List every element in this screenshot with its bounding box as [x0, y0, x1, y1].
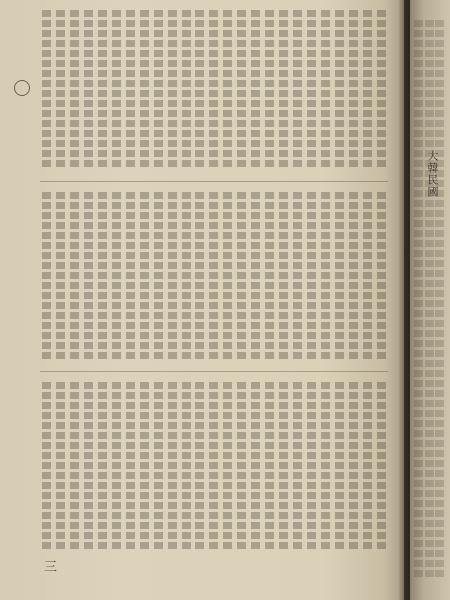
- text-column: [251, 192, 260, 360]
- text-column: [42, 192, 51, 360]
- text-column: [293, 382, 302, 550]
- text-column: [363, 192, 372, 360]
- text-column: [84, 10, 93, 170]
- text-column: [56, 10, 65, 170]
- text-column: [70, 382, 79, 550]
- text-column: [56, 382, 65, 550]
- text-column: [237, 10, 246, 170]
- text-column: [279, 192, 288, 360]
- page-number: 三: [44, 560, 58, 575]
- text-column: [112, 10, 121, 170]
- text-column: [84, 382, 93, 550]
- text-column: [349, 382, 358, 550]
- text-column: [195, 382, 204, 550]
- text-column: [237, 192, 246, 360]
- text-column: [377, 382, 386, 550]
- tier-divider: [40, 371, 388, 372]
- text-column: [126, 10, 135, 170]
- text-column: [307, 10, 316, 170]
- text-column: [42, 10, 51, 170]
- text-column: [265, 192, 274, 360]
- right-page-column: [425, 20, 434, 580]
- text-column: [140, 382, 149, 550]
- book-gutter: [398, 0, 410, 600]
- right-page-column: [435, 20, 444, 580]
- text-column: [335, 192, 344, 360]
- text-column: [126, 382, 135, 550]
- text-column: [335, 382, 344, 550]
- text-column: [195, 10, 204, 170]
- text-body: [40, 10, 388, 550]
- text-column: [279, 10, 288, 170]
- text-column: [335, 10, 344, 170]
- text-column: [307, 192, 316, 360]
- text-column: [112, 382, 121, 550]
- text-tier-middle: [40, 192, 388, 360]
- text-column: [307, 382, 316, 550]
- text-column: [168, 10, 177, 170]
- text-column: [42, 382, 51, 550]
- running-header: 大韓民國: [426, 150, 439, 198]
- right-page-text: [414, 20, 444, 580]
- tier-divider: [40, 181, 388, 182]
- text-column: [140, 10, 149, 170]
- stamp-mark-icon: [14, 80, 30, 96]
- text-column: [293, 192, 302, 360]
- text-column: [98, 10, 107, 170]
- text-column: [237, 382, 246, 550]
- text-column: [293, 10, 302, 170]
- text-column: [98, 192, 107, 360]
- text-column: [265, 10, 274, 170]
- text-column: [251, 382, 260, 550]
- text-column: [377, 10, 386, 170]
- text-column: [195, 192, 204, 360]
- text-column: [321, 382, 330, 550]
- text-column: [349, 192, 358, 360]
- text-column: [56, 192, 65, 360]
- text-column: [182, 10, 191, 170]
- text-column: [377, 192, 386, 360]
- text-column: [182, 192, 191, 360]
- text-column: [98, 382, 107, 550]
- text-tier-top: [40, 10, 388, 170]
- text-column: [349, 10, 358, 170]
- text-column: [209, 10, 218, 170]
- text-column: [251, 10, 260, 170]
- text-tier-bottom: [40, 382, 388, 550]
- text-column: [154, 192, 163, 360]
- text-column: [154, 10, 163, 170]
- right-page-column: [414, 20, 423, 580]
- text-column: [182, 382, 191, 550]
- text-column: [70, 192, 79, 360]
- text-column: [321, 10, 330, 170]
- text-column: [321, 192, 330, 360]
- text-column: [168, 192, 177, 360]
- text-column: [363, 382, 372, 550]
- text-column: [223, 192, 232, 360]
- text-column: [279, 382, 288, 550]
- text-column: [363, 10, 372, 170]
- text-column: [140, 192, 149, 360]
- text-column: [168, 382, 177, 550]
- text-column: [209, 192, 218, 360]
- text-column: [265, 382, 274, 550]
- text-column: [154, 382, 163, 550]
- text-column: [126, 192, 135, 360]
- text-column: [70, 10, 79, 170]
- text-column: [223, 382, 232, 550]
- text-column: [209, 382, 218, 550]
- text-column: [223, 10, 232, 170]
- text-column: [112, 192, 121, 360]
- text-column: [84, 192, 93, 360]
